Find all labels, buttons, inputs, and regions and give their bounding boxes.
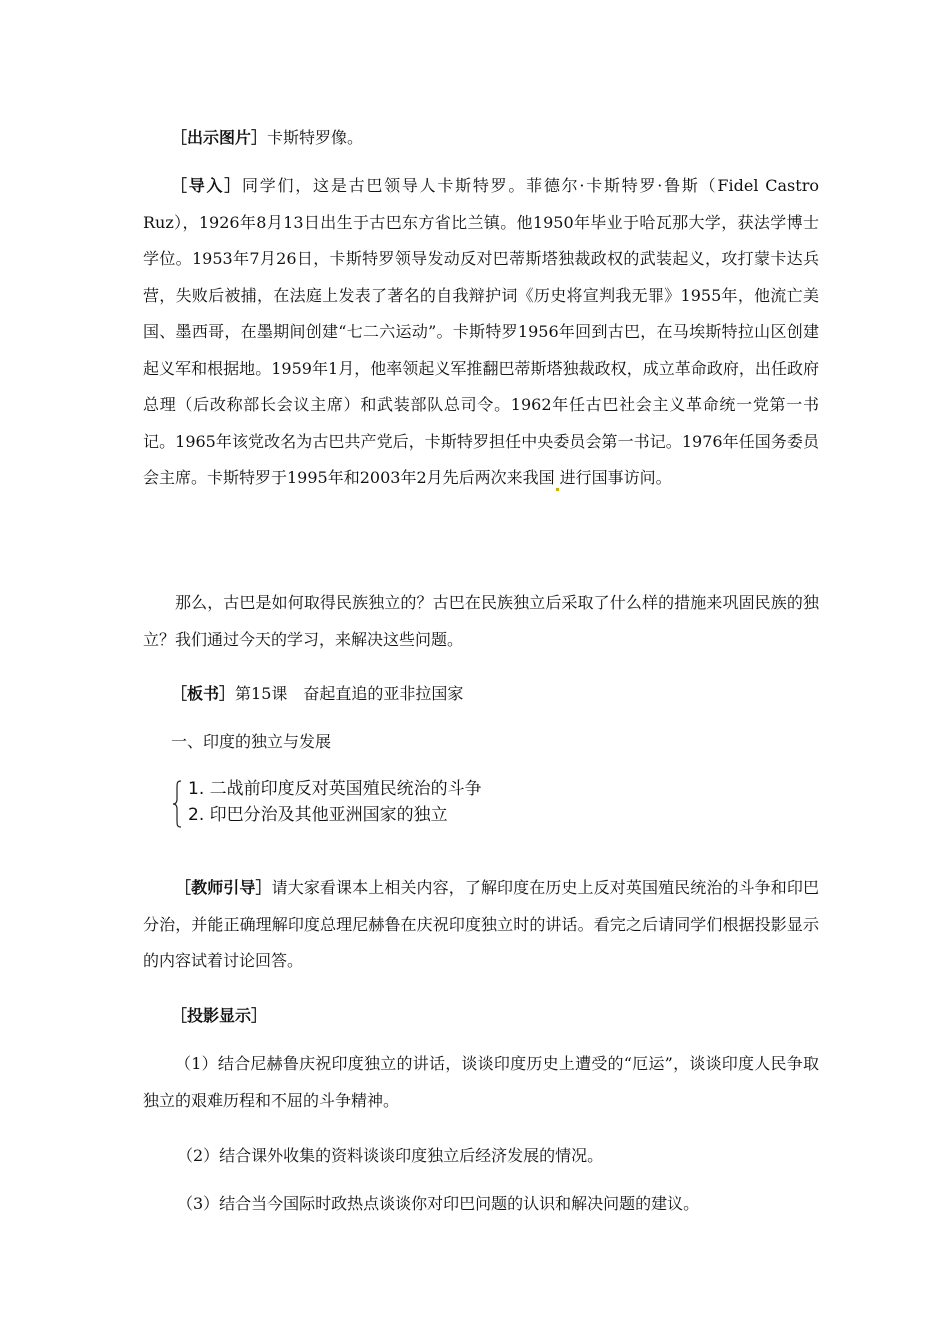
board-tag: ［板书］ [171,684,236,703]
item-2: （2）结合课外收集的资料谈谈印度独立后经济发展的情况。 [177,1146,604,1165]
section-heading: 一、印度的独立与发展 [171,732,332,751]
introduction-text: 同学们，这是古巴领导人卡斯特罗。菲德尔·卡斯特罗·鲁斯（Fidel Castro Ruz），1926年8月13日出生于古巴东方省比兰镇。他1950年毕业于哈瓦那大学，获法学博士学位。1953年7月26日，卡斯特罗领导发动反对巴蒂斯塔独裁政权的武装起义，攻打蒙卡达兵营，失败后被捕，在法庭上发表了著名的自我辩护词《历史将宣判我无罪》1955年，他流亡美国、墨西哥，在墨期间创建“七二六运动”。卡斯特罗1956年回到古巴，在马埃斯特拉山区创建起义军和根据地。1959年1月，他率领起义军推翻巴蒂斯塔独裁政权，成立革命政府，出任政府总理（后改称部长会议主席）和武装部队总司令。1962年任古巴社会主义革命统一党第一书记。1965年该党改名为古巴共产党后，卡斯特罗担任中央委员会第一书记。1976年任国务委员会主席。卡斯特罗于1995年和2003年2月先后两次来我国 [143,176,819,487]
outline-list [188,776,482,828]
introduction-text-end: 进行国事访问。 [559,468,672,487]
introduction-tag: ［导入］ [171,176,243,195]
item-3: （3）结合当今国际时政热点谈谈你对印巴问题的认识和解决问题的建议。 [177,1194,700,1213]
projection-heading: ［投影显示］ [171,1006,268,1025]
brace-icon [172,780,182,828]
edit-mark [556,488,559,491]
show-image-text: 卡斯特罗像。 [267,128,364,147]
board-text: 第15课 奋起直追的亚非拉国家 [235,684,464,703]
item-1: （1）结合尼赫鲁庆祝印度独立的讲话，谈谈印度历史上遭受的“厄运”，谈谈印度人民争取独立的艰难历程和不屈的斗争精神。 [143,1054,819,1110]
teacher-guide-paragraph [143,870,819,980]
show-image-paragraph [171,120,811,157]
teacher-guide-tag: ［教师引导］ [175,878,272,897]
teacher-guide-text: 请大家看课本上相关内容，了解印度在历史上反对英国殖民统治的斗争和印巴分治，并能正确理解印度总理尼赫鲁在庆祝印度独立时的讲话。看完之后请同学们根据投影显示的内容试着讨论回答。 [143,878,819,970]
show-image-tag: ［出示图片］ [171,128,268,147]
introduction-paragraph [143,168,819,497]
question-paragraph: 那么，古巴是如何取得民族独立的？古巴在民族独立后采取了什么样的措施来巩固民族的独立？我们通过今天的学习，来解决这些问题。 [143,593,819,649]
board-paragraph [171,676,811,713]
outline-item: 1. 二战前印度反对英国殖民统治的斗争 [188,779,482,799]
outline-item: 2. 印巴分治及其他亚洲国家的独立 [188,805,448,825]
